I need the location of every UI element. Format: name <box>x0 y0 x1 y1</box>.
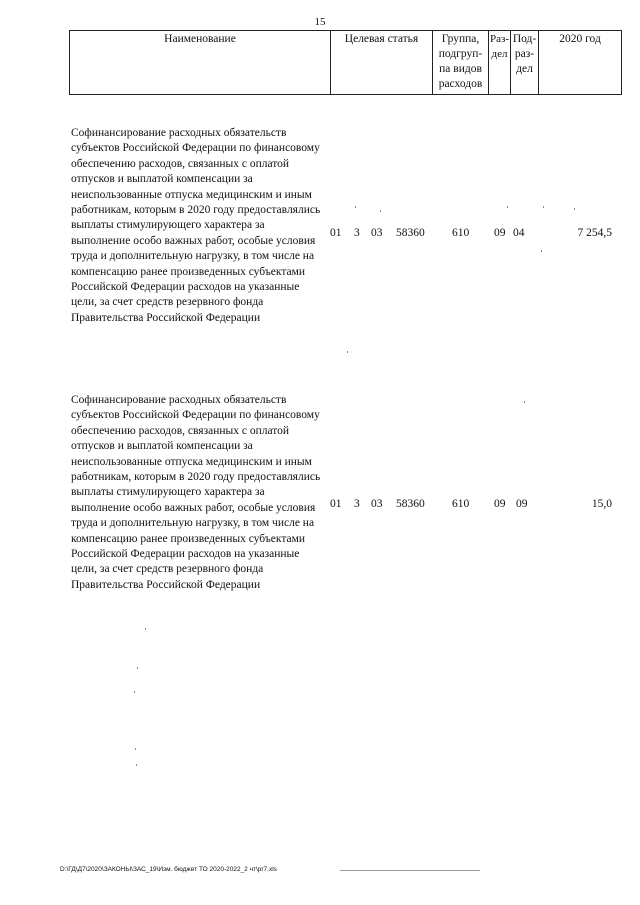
row-1-code2: 3 <box>354 227 360 239</box>
row-2-code3: 03 <box>371 498 383 510</box>
file-path-footer: D:\ГД\Д7\2020\ЗАКОНЫ\ЗАС_19\Изм. бюджет ТО 2020-2022_2 чт\pr7.xls <box>60 866 277 873</box>
row-1-code1: 01 <box>330 227 342 239</box>
row-1-code4: 58360 <box>396 227 425 239</box>
page-number: 15 <box>314 16 326 28</box>
row-2-group: 610 <box>452 498 470 510</box>
column-header-table <box>69 30 622 95</box>
scan-speck <box>380 210 381 212</box>
scan-speck <box>145 628 146 630</box>
header-year: 2020 год <box>539 31 622 95</box>
row-1-text: Софинансирование расходных обязательств субъектов Российской Федерации по финансовому обеспечению расходов, связанных с оплатой отпусков и выплатой компенсации за неиспользованные отпуска медицинским и иным работникам, которым в 2020 году предоставлялись выплаты стимулирующего характера за выполнение особо важных работ, особые условия труда и дополнительную нагрузку, в том числе на компенсацию ранее произведенных субъектами Российской Федерации расходов на указанные цели, за счет средств резервного фонда Правительства Российской Федерации <box>71 127 321 324</box>
scan-speck <box>507 206 508 208</box>
header-group: Группа, подгруп- па видов расходов <box>433 31 489 95</box>
scan-speck <box>136 764 137 766</box>
footer-rule <box>340 870 480 871</box>
scan-speck <box>134 691 135 693</box>
scan-speck <box>524 401 525 403</box>
row-1-group: 610 <box>452 227 470 239</box>
scan-speck <box>543 206 544 208</box>
scan-speck <box>135 748 136 750</box>
scan-speck <box>137 667 138 669</box>
scan-speck <box>574 208 575 210</box>
row-2-code1: 01 <box>330 498 342 510</box>
scan-speck <box>355 206 356 208</box>
header-subsection: Под- раз- дел <box>511 31 539 95</box>
scan-speck <box>347 351 348 353</box>
row-2-code4: 58360 <box>396 498 425 510</box>
row-2-text: Софинансирование расходных обязательств субъектов Российской Федерации по финансовому обеспечению расходов, связанных с оплатой отпусков и выплатой компенсации за неиспользованные отпуска медицинским и иным работникам, которым в 2020 году предоставлялись выплаты стимулирующего характера за выполнение особо важных работ, особые условия труда и дополнительную нагрузку, в том числе на компенсацию ранее произведенных субъектами Российской Федерации расходов на указанные цели, за счет средств резервного фонда Правительства Российской Федерации <box>71 394 321 591</box>
row-2-subsection: 09 <box>516 498 528 510</box>
header-target: Целевая статья <box>331 31 433 95</box>
row-1-section: 09 <box>494 227 506 239</box>
row-1-subsection: 04 <box>513 227 525 239</box>
scan-speck <box>541 250 542 252</box>
row-2-amount: 15,0 <box>591 498 612 510</box>
row-1-code3: 03 <box>371 227 383 239</box>
row-2-code2: 3 <box>354 498 360 510</box>
row-2-section: 09 <box>494 498 506 510</box>
row-1-amount: 7 254,5 <box>577 227 612 239</box>
header-section: Раз- дел <box>489 31 511 95</box>
header-name: Наименование <box>70 31 331 95</box>
